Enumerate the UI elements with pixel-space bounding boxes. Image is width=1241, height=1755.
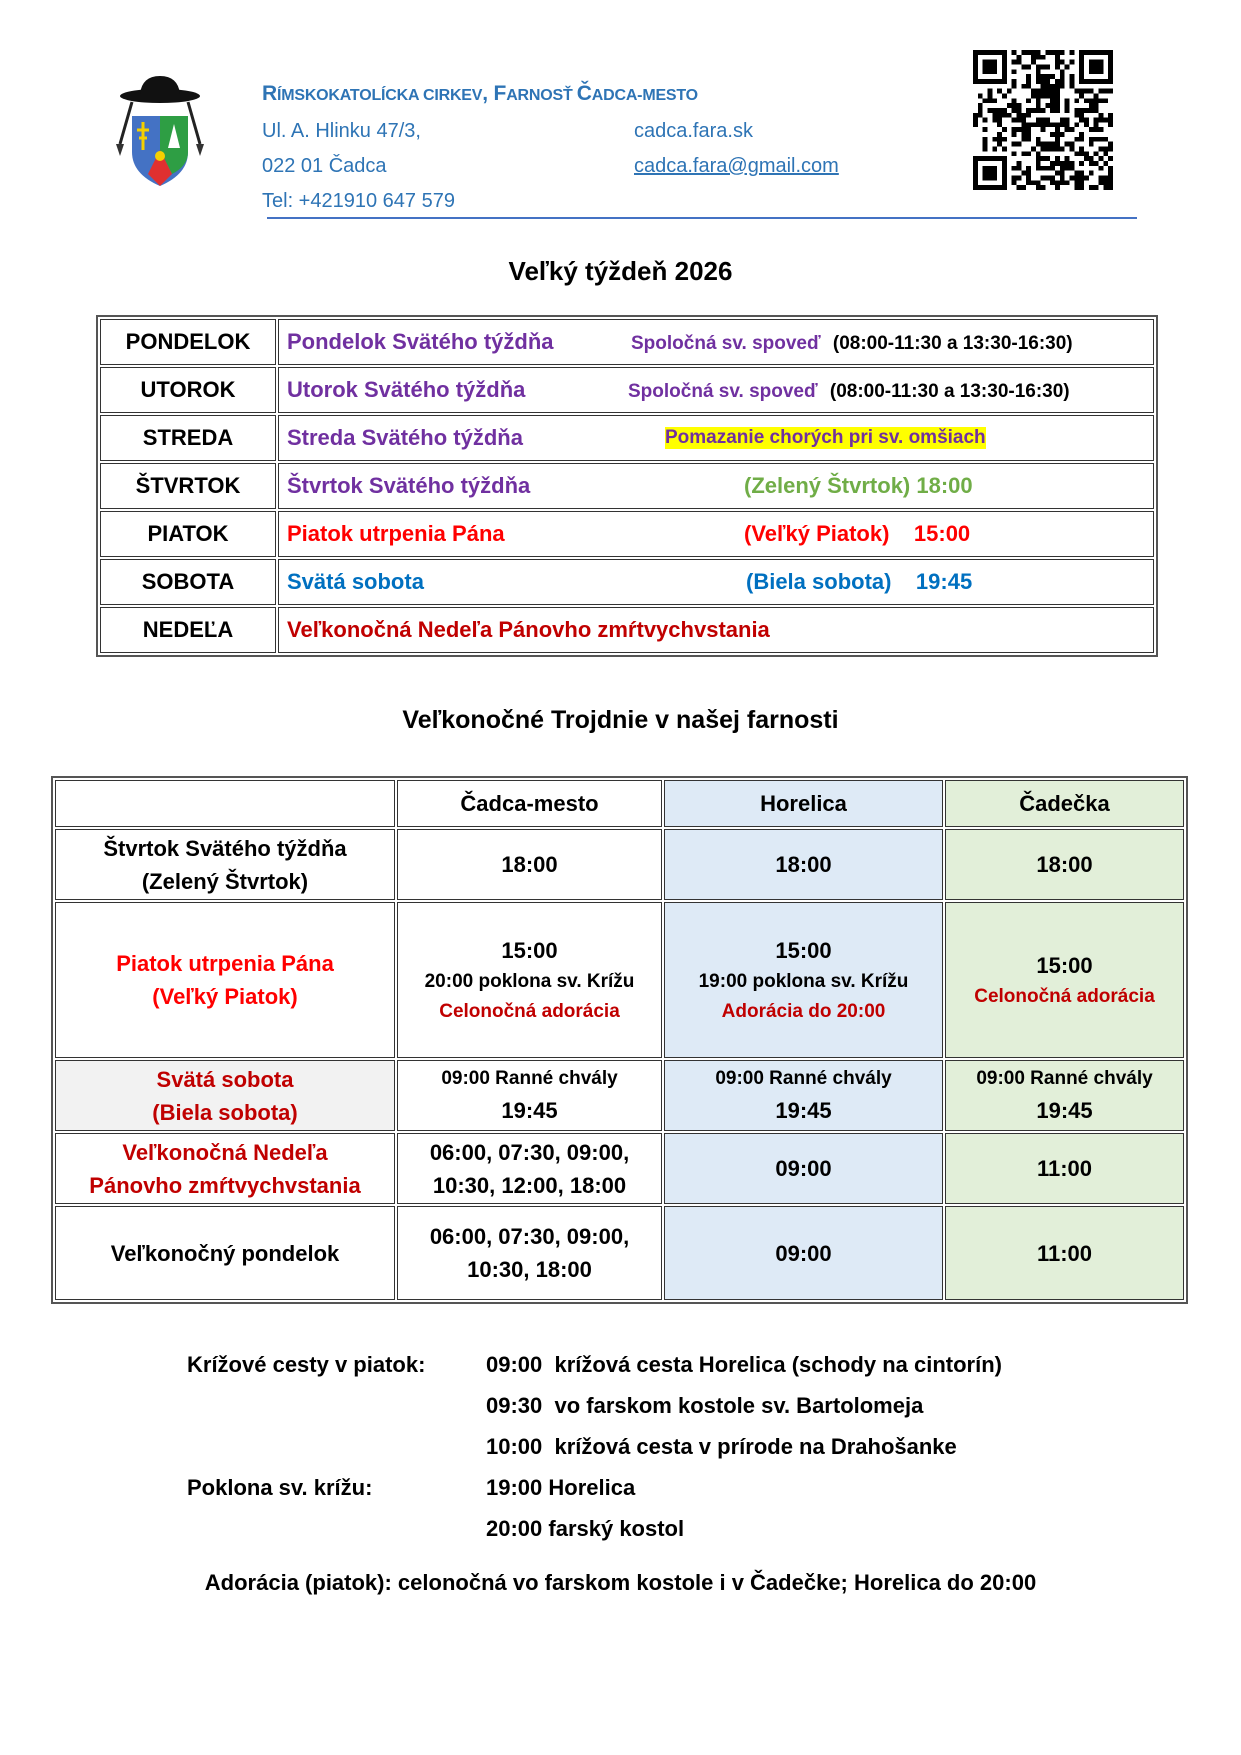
day-description: Svätá sobota [287,569,424,594]
table-row [55,902,1184,1058]
day-description: Utorok Svätého týždňa [287,377,526,402]
lauds-time: 09:00 Ranné chvály [715,1068,892,1089]
day-name: UTOROK [100,367,276,413]
veneration-time: 20:00 poklona sv. Krížu [424,970,635,992]
table-row [100,607,1154,653]
day-description: Veľkonočná Nedeľa Pánovho zmŕtvychvstania [287,617,770,642]
time: 19:45 [1036,1098,1093,1123]
time-cell: 18:00 [397,829,662,900]
table-header-row [55,780,1184,827]
triduum-table [51,776,1188,1304]
row-label: Svätá sobota [156,1066,294,1092]
address-street: Ul. A. Hlinku 47/3, [262,120,421,142]
veneration-item: 20:00 farský kostol [486,1516,685,1541]
table-row [100,511,1154,557]
row-label: Štvrtok Svätého týždňa [103,835,347,861]
website-link[interactable]: cadca.fara.sk [634,120,753,142]
confession-note: Spoločná sv. spoveď [628,381,818,402]
organization-name: RÍMSKOKATOLÍCKA CIRKEV, FARNOSŤ ČADCA-MESTO [262,82,698,105]
day-name: SOBOTA [100,559,276,605]
day-description: Piatok utrpenia Pána [287,521,505,546]
table-row [100,367,1154,413]
station-item: 09:30 vo farskom kostole sv. Bartolomeja [486,1393,924,1418]
time: 19:45 [775,1098,832,1123]
anointing-note: Pomazanie chorých pri sv. omšiach [665,427,986,448]
day-name: STREDA [100,415,276,461]
row-sublabel: (Veľký Piatok) [152,984,298,1009]
adoration-note: Celonočná adorácia [439,1000,620,1022]
confession-time: (08:00-11:30 a 13:30-16:30) [832,333,1073,354]
veneration-time: 19:00 poklona sv. Krížu [698,970,909,992]
stations-label: Krížové cesty v piatok: [187,1352,426,1377]
day-description: Pondelok Svätého týždňa [287,329,554,354]
veneration-label: Poklona sv. krížu: [187,1475,373,1500]
service-time: 15:00 [913,521,971,546]
day-name: ŠTVRTOK [100,463,276,509]
column-header: Čadca-mesto [397,780,662,827]
email-link[interactable]: cadca.fara@gmail.com [634,155,839,177]
time-cell: 18:00 [664,829,943,900]
service-note: (Zelený Štvrtok) 18:00 [744,473,973,498]
time-cell: 09:00 [664,1133,943,1204]
times-line: 10:30, 18:00 [467,1257,592,1282]
column-header: Horelica [664,780,943,827]
adoration-note: Celonočná adorácia [974,985,1155,1007]
day-name: PONDELOK [100,319,276,365]
holy-week-title: Veľký týždeň 2026 [508,256,733,286]
row-label: Piatok utrpenia Pána [116,951,334,976]
row-label: Veľkonočný pondelok [55,1206,395,1300]
service-note: (Veľký Piatok) [744,521,890,546]
adoration-note: Adorácia do 20:00 [721,1000,886,1022]
service-note: (Biela sobota) [746,569,892,594]
lauds-time: 09:00 Ranné chvály [976,1068,1153,1089]
row-sublabel: (Biela sobota) [152,1099,298,1125]
time: 15:00 [775,937,832,963]
table-row [100,559,1154,605]
row-sublabel: Pánovho zmŕtvychvstania [89,1172,361,1198]
table-row [55,1133,1184,1204]
empty-header-cell [55,780,395,827]
day-description: Štvrtok Svätého týždňa [287,473,531,498]
confession-note: Spoločná sv. spoveď [631,333,821,354]
column-header: Čadečka [945,780,1184,827]
table-row [55,829,1184,900]
phone-number: Tel: +421910 647 579 [262,190,455,212]
time-cell: 11:00 [945,1133,1184,1204]
time-cell: 09:00 [664,1206,943,1300]
confession-time: (08:00-11:30 a 13:30-16:30) [829,381,1070,402]
header-divider [267,217,1137,219]
lauds-time: 09:00 Ranné chvály [441,1068,618,1089]
time: 15:00 [501,937,558,963]
day-description: Streda Svätého týždňa [287,425,523,450]
time-cell: 18:00 [945,829,1184,900]
time: 19:45 [501,1098,558,1123]
times-line: 10:30, 12:00, 18:00 [432,1172,627,1198]
day-name: PIATOK [100,511,276,557]
veneration-item: 19:00 Horelica [486,1475,636,1500]
time: 15:00 [1036,952,1093,978]
times-line: 06:00, 07:30, 09:00, [429,1224,630,1249]
table-row [100,415,1154,461]
station-item: 09:00 krížová cesta Horelica (schody na cintorín) [486,1352,1002,1377]
station-item: 10:00 krížová cesta v prírode na Drahošanke [486,1434,957,1459]
qr-code [973,50,1113,190]
triduum-title: Veľkonočné Trojdnie v našej farnosti [402,706,839,734]
address-city: 022 01 Čadca [262,155,387,177]
parish-coat-of-arms-logo [110,74,210,190]
holy-week-table [96,315,1158,657]
service-time: 19:45 [915,569,973,594]
table-row [55,1206,1184,1300]
table-row [100,319,1154,365]
day-name: NEDEĽA [100,607,276,653]
row-label: Veľkonočná Nedeľa [122,1139,328,1165]
times-line: 06:00, 07:30, 09:00, [429,1139,630,1165]
adoration-summary: Adorácia (piatok): celonočná vo farskom kostole i v Čadečke; Horelica do 20:00 [204,1570,1037,1595]
table-row [100,463,1154,509]
row-sublabel: (Zelený Štvrtok) [141,868,309,894]
table-row [55,1060,1184,1131]
time-cell: 11:00 [945,1206,1184,1300]
